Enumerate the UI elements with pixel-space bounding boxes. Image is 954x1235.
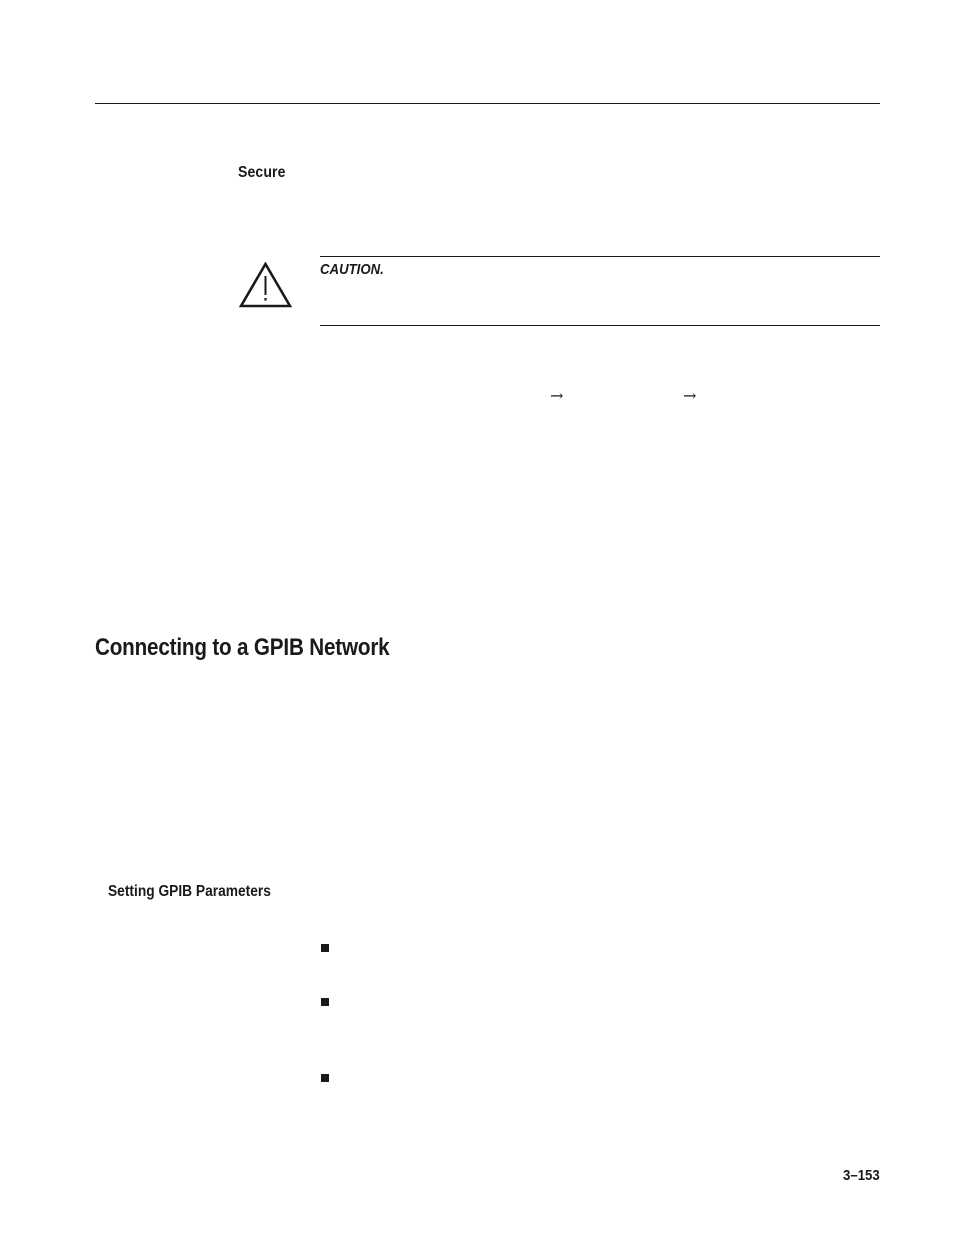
caution-bottom-rule [320, 325, 880, 326]
caution-top-rule [320, 256, 880, 257]
header-rule [95, 103, 880, 104]
caution-label: CAUTION. [320, 261, 384, 278]
bullet-marker [321, 944, 329, 952]
bullet-marker [321, 998, 329, 1006]
warning-triangle-icon [239, 262, 292, 308]
right-arrow: → [683, 386, 697, 405]
section-title: Connecting to a GPIB Network [95, 634, 390, 661]
secure-heading: Secure [238, 164, 286, 181]
bullet-marker [321, 1074, 329, 1082]
right-arrow: → [550, 386, 564, 405]
page-number: 3–153 [843, 1167, 880, 1184]
subsection-title: Setting GPIB Parameters [108, 883, 271, 900]
